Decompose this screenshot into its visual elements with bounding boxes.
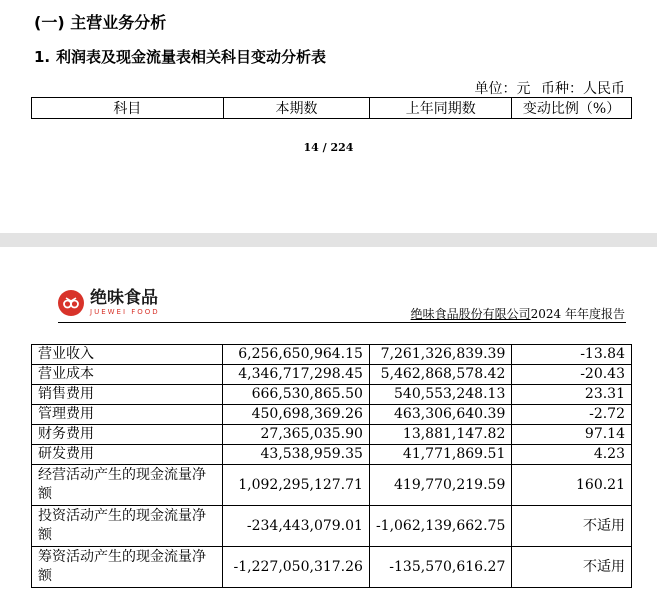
cell-item: 投资活动产生的现金流量净额 [32,506,223,547]
sub-title-text: 利润表及现金流量表相关科目变动分析表 [56,48,327,66]
cell-item: 财务费用 [32,425,223,445]
cell-current: 1,092,295,127.71 [222,465,369,506]
table-row [32,445,632,465]
logo-text-en: JUEWEI FOOD [90,308,160,316]
cell-prior: 540,553,248.13 [369,385,511,405]
cell-prior: 5,462,868,578.42 [369,365,511,385]
cell-current: 27,365,035.90 [222,425,369,445]
cell-change: -20.43 [512,365,632,385]
page-gap [0,233,657,247]
cell-current: -234,443,079.01 [222,506,369,547]
cell-current: 6,256,650,964.15 [222,345,369,365]
table-row [32,365,632,385]
cell-item: 经营活动产生的现金流量净额 [32,465,223,506]
cell-current: 666,530,865.50 [222,385,369,405]
cell-item: 筹资活动产生的现金流量净额 [32,547,223,588]
cell-change: 不适用 [512,547,632,588]
cell-item: 研发费用 [32,445,223,465]
section-title: (一) 主营业务分析 [34,13,167,32]
cell-current: 450,698,369.26 [222,405,369,425]
table-row [32,425,632,445]
table-row [32,405,632,425]
column-header-change: 变动比例（%） [512,98,632,119]
cell-item: 营业成本 [32,365,223,385]
header-row [32,98,632,119]
cell-change: -2.72 [512,405,632,425]
cell-change: -13.84 [512,345,632,365]
logo-icon [58,290,84,316]
company-logo [58,290,160,316]
cell-item: 管理费用 [32,405,223,425]
table-row [32,465,632,506]
table-row [32,506,632,547]
table-row [32,345,632,365]
cell-item: 营业收入 [32,345,223,365]
cell-change: 不适用 [512,506,632,547]
cell-prior: 7,261,326,839.39 [369,345,511,365]
cell-change: 23.31 [512,385,632,405]
cell-item: 销售费用 [32,385,223,405]
cell-change: 4.23 [512,445,632,465]
cell-prior: -1,062,139,662.75 [369,506,511,547]
logo-text-cn: 绝味食品 [90,288,158,308]
sub-title [34,46,326,67]
column-header-item: 科目 [32,98,224,119]
data-table [31,344,632,588]
report-title: 2024 年年度报告 [530,307,625,321]
currency-label: 币种：人民币 [541,81,625,97]
unit-line [469,78,625,98]
cell-prior: 463,306,640.39 [369,405,511,425]
cell-prior: 419,770,219.59 [369,465,511,506]
cell-prior: -135,570,616.27 [369,547,511,588]
cell-current: 43,538,959.35 [222,445,369,465]
cell-prior: 41,771,869.51 [369,445,511,465]
report-header [411,305,625,322]
cell-prior: 13,881,147.82 [369,425,511,445]
unit-label: 单位：元 [474,81,531,97]
table-row [32,385,632,405]
table-row [32,547,632,588]
column-header-prior: 上年同期数 [370,98,512,119]
report-company: 绝味食品股份有限公司 [410,307,531,321]
column-header-current: 本期数 [223,98,370,119]
cell-current: 4,346,717,298.45 [222,365,369,385]
cell-change: 97.14 [512,425,632,445]
cell-change: 160.21 [512,465,632,506]
header-table [31,97,632,119]
header-rule [58,322,626,323]
sub-title-number: 1. [34,48,51,66]
page-number: 14 / 224 [303,141,354,154]
cell-current: -1,227,050,317.26 [222,547,369,588]
